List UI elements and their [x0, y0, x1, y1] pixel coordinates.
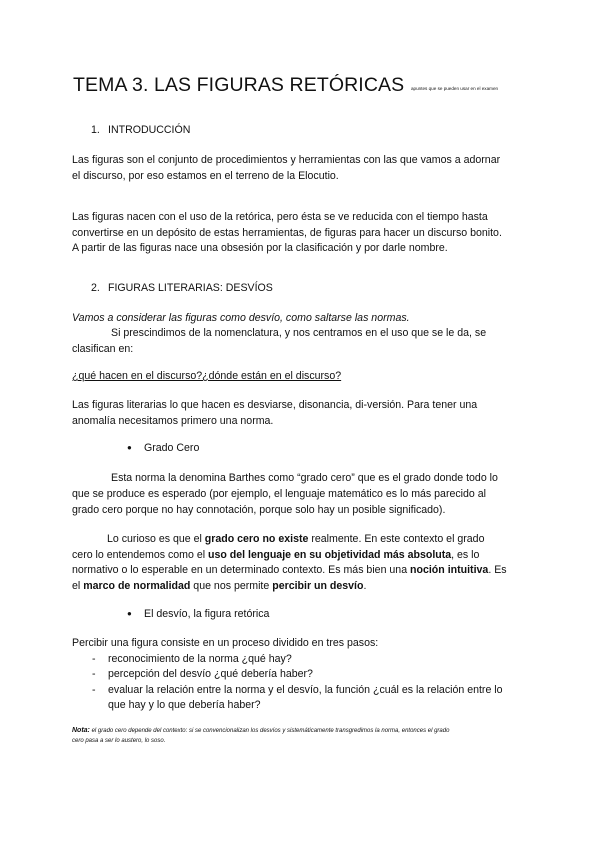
desvio-p4-line4	[72, 578, 366, 594]
step-2: percepción del desvío ¿qué debería haber?	[108, 668, 313, 680]
bold-run: uso del lenguaje en su objetividad más absoluta	[208, 549, 452, 561]
desvio-p3-line1: Esta norma la denomina Barthes como “grado cero” que es el grado donde todo lo	[111, 472, 498, 484]
step-dash: -	[92, 653, 96, 665]
desvio-p4-line2	[72, 547, 479, 563]
text-run: el	[72, 580, 84, 592]
text-run: cero lo entendemos como el	[72, 549, 209, 561]
desvio-p2-line2: anomalía necesitamos primero una norma.	[72, 415, 274, 427]
footnote-label: Nota:	[72, 727, 90, 734]
text-run: Lo curioso es que el	[107, 533, 205, 545]
bold-run: marco de normalidad	[83, 580, 191, 592]
text-run: realmente. En este contexto el grado	[308, 533, 485, 545]
bold-run: grado cero no existe	[204, 533, 309, 545]
text-run: . Es	[488, 564, 507, 576]
bullet-grado-cero: Grado Cero	[144, 442, 200, 454]
footnote-line2: cero pasa a ser lo austero, lo soso.	[72, 738, 166, 744]
bold-run: percibir un desvío	[272, 580, 364, 592]
desvio-p3-line3: grado cero porque no hay connotación, porque solo hay un posible significado).	[72, 504, 446, 516]
bullet-dot: ●	[127, 443, 132, 452]
page-title: TEMA 3. LAS FIGURAS RETÓRICAS	[73, 74, 405, 96]
text-run: que nos permite	[190, 580, 273, 592]
text-run: .	[363, 580, 367, 592]
bullet-desvio: El desvío, la figura retórica	[144, 608, 270, 620]
desvio-p3-line2: que se produce es esperado (por ejemplo, el lenguaje matemático es lo más parecido al	[72, 488, 486, 500]
desvio-p2-line1: Las figuras literarias lo que hacen es desviarse, disonancia, di-versión. Para tener una	[72, 399, 478, 411]
question-line: ¿qué hacen en el discurso?¿dónde están en el discurso?	[72, 370, 342, 382]
desvio-p1-line2: clasifican en:	[72, 343, 134, 355]
bold-run: noción intuitiva	[410, 564, 489, 576]
intro-p2-line1: Las figuras nacen con el uso de la retórica, pero ésta se ve reducida con el tiempo hasta	[72, 211, 488, 223]
bullet-dot: ●	[127, 609, 132, 618]
step-dash: -	[92, 684, 96, 696]
desvio-p1-line1: Si prescindimos de la nomenclatura, y nos centramos en el uso que se le da, se	[111, 327, 487, 339]
text-run: normativo o lo esperable en un determinado contexto. Es más bien una	[72, 564, 411, 576]
section-2-heading: FIGURAS LITERARIAS: DESVÍOS	[108, 282, 273, 294]
intro-p1-line2: el discurso, por eso estamos en el terreno de la Elocutio.	[72, 170, 339, 182]
desvio-intro-italic: Vamos a considerar las figuras como desvío, como saltarse las normas.	[72, 312, 410, 324]
intro-p2-line2: convertirse en un depósito de estas herramientas, de figuras para hacer un discurso bonito.	[72, 227, 502, 239]
step-dash: -	[92, 668, 96, 680]
intro-p1-line1: Las figuras son el conjunto de procedimientos y herramientas con las que vamos a adornar	[72, 154, 501, 166]
section-1-heading: INTRODUCCIÓN	[108, 124, 191, 136]
text-run: , es lo	[451, 549, 480, 561]
title-note: apuntes que se pueden usar en el examen	[411, 86, 499, 91]
step-3-continued: que hay y lo que debería haber?	[108, 699, 261, 711]
section-1-number: 1.	[91, 124, 100, 136]
desvio-p4-line3	[72, 562, 507, 578]
step-3: evaluar la relación entre la norma y el desvío, la función ¿cuál es la relación entre lo	[108, 684, 503, 696]
step-1: reconocimiento de la norma ¿qué hay?	[108, 653, 292, 665]
intro-p2-line3: A partir de las figuras nace una obsesión por la clasificación y por darle nombre.	[72, 242, 448, 254]
desvio-p5: Percibir una figura consiste en un proceso dividido en tres pasos:	[72, 637, 379, 649]
section-2-number: 2.	[91, 282, 100, 294]
footnote-text: el grado cero depende del contexto: si se convencionalizan los desvíos y sistemáticamente transgredimos la norma, entonces el grado	[91, 728, 450, 734]
desvio-p4-line1	[107, 531, 484, 547]
